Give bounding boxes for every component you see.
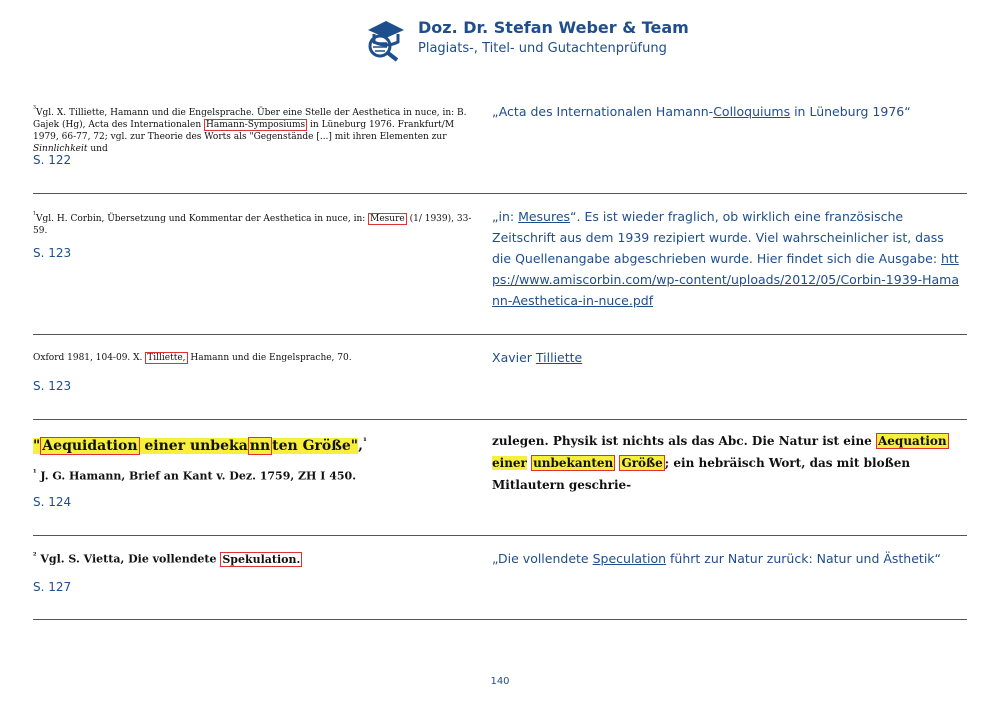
comment-text: Xavier — [492, 350, 536, 365]
comment-5 — [492, 548, 962, 569]
comment-2 — [492, 206, 962, 311]
comment-text: „Die vollendete — [492, 551, 593, 566]
scan-excerpt-5 — [33, 550, 477, 566]
highlighted-word: einer — [492, 456, 527, 470]
brand-name: Doz. Dr. Stefan Weber & Team — [418, 18, 689, 37]
magnifier-graduation-cap-icon — [360, 16, 410, 62]
comment-text: „Acta des Internationalen Hamann- — [492, 104, 714, 119]
scan-text: einer unbeka — [139, 437, 248, 454]
highlighted-quote — [33, 438, 358, 454]
row-divider — [33, 193, 967, 194]
scan-excerpt-1 — [33, 103, 477, 155]
marked-word: Spekulation. — [222, 552, 301, 566]
highlighted-term: Speculation — [592, 551, 667, 566]
marked-word: Hamann-Symposiums — [206, 120, 306, 130]
page-reference: S. 123 — [33, 379, 72, 393]
footnote-marker: ¹ — [362, 437, 367, 447]
source-scan-fraktur — [492, 430, 952, 496]
scan-text: und — [87, 144, 108, 154]
highlighted-term: Mesures — [518, 209, 571, 224]
row-divider — [33, 334, 967, 335]
source-link[interactable]: https://www.amiscorbin.com/wp-content/uploads/2012/05/Corbin-1939-Hamann-Aesthetica-in-nuce.pdf — [492, 251, 960, 308]
scan-text: ; ein hebräisch Wort, das mit bloßen Mitlautern geschrie- — [492, 456, 911, 492]
scan-excerpt-3 — [33, 352, 477, 364]
scan-text: , — [358, 437, 363, 454]
marked-word: Mesure — [370, 214, 405, 224]
scan-text: ten Größe" — [272, 437, 359, 454]
marked-word: Tilliette, — [147, 353, 186, 363]
marked-word: Größe — [621, 456, 663, 470]
row-divider — [33, 535, 967, 536]
comment-text: in Lüneburg 1976“ — [790, 104, 911, 119]
marked-letters: nn — [249, 437, 271, 454]
scan-text: J. G. Hamann, Brief an Kant v. Dez. 1759, ZH I 450. — [40, 469, 357, 483]
highlighted-term: Colloquiums — [713, 104, 791, 119]
footnote-marker: ¹ — [33, 210, 37, 219]
page-reference: S. 123 — [33, 246, 72, 260]
footnote-marker: ¹ — [33, 467, 37, 477]
scan-text-italic: Sinnlichkeit — [33, 144, 88, 154]
comment-text: „in: — [492, 209, 519, 224]
scan-excerpt-4 — [33, 431, 477, 457]
comment-text: führt zur Natur zurück: Natur und Ästhetik“ — [666, 551, 942, 566]
scan-text: in Lüneburg 1976. Frankfurt/M 1979, 66-77, 72; vgl. zur Theorie des Worts als "Gegenstände [...] mit ihren Elementen zur — [33, 120, 455, 142]
marked-word: Aequidation — [42, 437, 138, 454]
highlighted-term: Tilliette — [535, 350, 583, 365]
marked-word: unbekanten — [533, 456, 614, 470]
scan-text: Oxford 1981, 104-09. X. — [33, 353, 146, 363]
brand-subtitle: Plagiats-, Titel- und Gutachtenprüfung — [418, 41, 667, 56]
comment-1 — [492, 101, 962, 122]
scan-footnote-4 — [33, 467, 477, 483]
comment-text: “. Es ist wieder fraglich, ob wirklich eine französische Zeitschrift aus dem 1939 rezipiert wurde. Viel wahrscheinlicher ist, dass die Quellenangabe abgeschrieben wurde. Hier findet sich die Ausgabe: — [492, 209, 944, 266]
row-divider — [33, 419, 967, 420]
header — [360, 14, 700, 64]
footnote-marker: ² — [33, 550, 37, 560]
scan-excerpt-2 — [33, 209, 477, 237]
footnote-marker: ³ — [33, 104, 37, 113]
scan-text: " — [33, 437, 41, 454]
comment-3 — [492, 347, 962, 368]
page-reference: S. 124 — [33, 495, 72, 509]
row-divider — [33, 619, 967, 620]
scan-text: Vgl. S. Vietta, Die vollendete — [40, 552, 221, 566]
page-number: 140 — [490, 676, 510, 687]
scan-text: Vgl. H. Corbin, Übersetzung und Kommentar der Aesthetica in nuce, in: — [36, 214, 369, 224]
scan-text: Hamann und die Engelsprache, 70. — [187, 353, 352, 363]
scan-text: Vgl. X. Tilliette, Hamann und die Engelsprache. Über eine Stelle der Aesthetica in nuce, in: B. Gajek (Hg), Acta des Internationalen — [33, 108, 467, 130]
scan-text: zulegen. Physik ist nichts als das Abc. Die Natur ist eine — [492, 434, 876, 448]
marked-word: Aequation — [877, 434, 947, 448]
scan-text: (1/ 1939), 33-59. — [33, 214, 472, 236]
page-reference: S. 122 — [33, 153, 72, 167]
page-reference: S. 127 — [33, 580, 72, 594]
